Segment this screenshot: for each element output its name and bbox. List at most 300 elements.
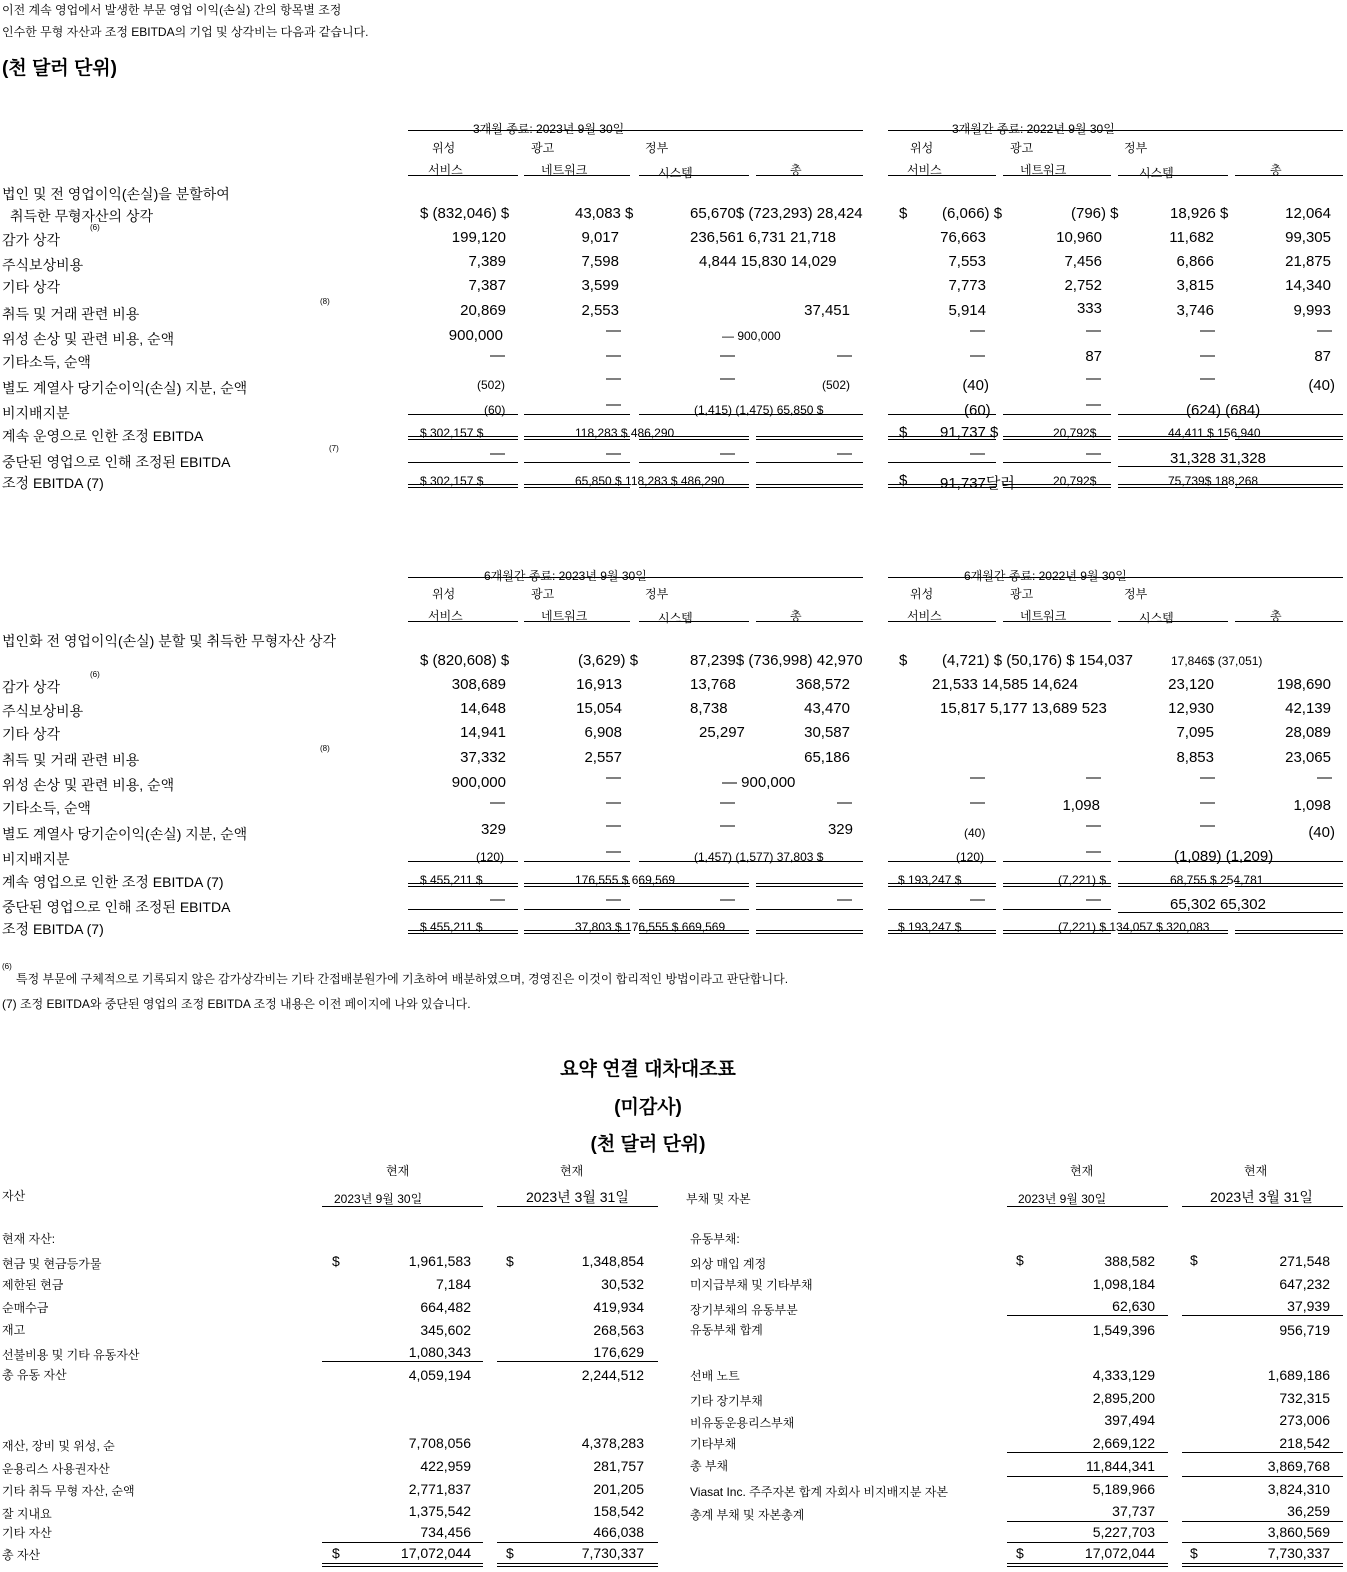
row-rule (639, 462, 749, 463)
row-label: 계속 영업으로 인한 조정 EBITDA (7) (2, 874, 224, 890)
bs-value: 4,378,283 (581, 1435, 644, 1451)
cell: 75,739$ 188,268 (1168, 474, 1259, 488)
total-rule (1003, 930, 1111, 934)
cell: 12,930 (1168, 700, 1214, 717)
bs-label: 총 부채 (690, 1459, 729, 1473)
row-label: 중단된 영업으로 인해 조정된 EBITDA (2, 454, 231, 470)
cell: (4,721) $ (50,176) $ 154,037 (942, 652, 1133, 669)
cell: 7,456 (1064, 253, 1102, 270)
row-rule (408, 462, 518, 463)
row-rule (1007, 1521, 1168, 1522)
bs-value: 2,244,512 (581, 1367, 644, 1383)
cell: 20,792$ (1053, 426, 1097, 440)
total-rule (408, 883, 518, 887)
cell: — (1317, 769, 1332, 786)
cell: (796) $ (1071, 205, 1119, 222)
col-gov-2: 시스템 (1139, 166, 1174, 180)
col-current: 현재 (386, 1164, 410, 1178)
dollar-sign: $ (332, 1253, 340, 1269)
total-rule (1118, 883, 1228, 887)
cell: — (970, 794, 985, 811)
bs-value: 1,375,542 (408, 1503, 471, 1519)
cell: 1,098 (1062, 797, 1100, 814)
header-rule (524, 175, 630, 176)
cell: 37,332 (460, 749, 506, 766)
total-rule (1003, 436, 1111, 440)
cell: $ (820,608) $ (420, 652, 510, 669)
cell: 2,752 (1064, 277, 1102, 294)
cell: (120) (956, 850, 985, 864)
cell: (7,221) $ (1058, 873, 1107, 887)
row-label: 취득한 무형자산의 상각 (10, 208, 154, 224)
col-total: 총 (1270, 609, 1282, 623)
cell: 333 (1076, 300, 1102, 317)
bs-value: 647,232 (1279, 1276, 1330, 1292)
row-rule (1118, 912, 1343, 913)
row-rule (524, 909, 630, 910)
cell: $ 455,211 $ (420, 873, 483, 887)
footnote-mark: (6) (90, 670, 100, 679)
total-rule (1182, 1563, 1343, 1567)
row-rule (1182, 1452, 1343, 1453)
col-date-2: 2023년 3월 31일 (1210, 1189, 1313, 1205)
header-rule (1007, 1206, 1168, 1207)
cell: (1,415) (1,475) 65,850 $ (694, 403, 824, 417)
col-date-1: 2023년 9월 30일 (334, 1192, 423, 1206)
cell: 21,875 (1285, 253, 1331, 270)
total-rule (1235, 436, 1343, 440)
cell: (40) (964, 826, 986, 840)
cell: 7,095 (1176, 724, 1214, 741)
cell: (60) (484, 403, 506, 417)
cell: — (606, 322, 621, 339)
dollar-sign: $ (1016, 1545, 1024, 1561)
cell: $ (899, 472, 908, 489)
row-rule (1118, 861, 1343, 862)
intro-line-2: 인수한 무형 자산과 조정 EBITDA의 기업 및 상각비는 다음과 같습니다. (2, 25, 369, 39)
cell: — (490, 347, 505, 364)
header-rule (497, 1206, 658, 1207)
cell: — (606, 396, 621, 413)
cell: — (970, 347, 985, 364)
cell: (7,221) $ 134,057 $ 320,083 (1058, 920, 1210, 934)
bs-value: 1,098,184 (1092, 1276, 1155, 1292)
bs-value: 17,072,044 (1084, 1545, 1155, 1561)
row-rule (1182, 1315, 1343, 1316)
row-label: 조정 EBITDA (7) (2, 475, 104, 491)
row-rule (408, 909, 518, 910)
cell: — (970, 891, 985, 908)
cell: — (490, 891, 505, 908)
cell: — (720, 891, 735, 908)
footnote-6: 특정 부문에 구체적으로 기록되지 않은 감가상각비는 기타 간접배분원가에 기초하여 배분하였으며, 경영진은 이것이 합리적인 방법이라고 판단합니다. (16, 972, 789, 986)
col-total: 총 (790, 609, 802, 623)
row-label: 비지배지분 (2, 851, 70, 867)
row-rule (524, 414, 630, 415)
cell: 87 (1085, 348, 1102, 365)
bs-label: 비유동운용리스부채 (690, 1416, 795, 1430)
row-label: 위성 손상 및 관련 비용, 순액 (2, 777, 175, 793)
bs-value: 268,563 (593, 1322, 644, 1338)
bs-label: 총 자산 (2, 1548, 41, 1562)
row-label: 감가 상각 (2, 679, 60, 695)
cell: — (1086, 891, 1101, 908)
col-ad-1: 광고 (1010, 141, 1034, 155)
header-rule (1003, 175, 1111, 176)
total-rule (1118, 436, 1228, 440)
bs-label: 미지급부채 및 기타부채 (690, 1278, 813, 1292)
bs-value: 5,227,703 (1092, 1524, 1155, 1540)
cell: — (720, 445, 735, 462)
cell: 99,305 (1285, 229, 1331, 246)
cell: 30,587 (804, 724, 850, 741)
cell: 76,663 (940, 229, 986, 246)
cell: 21,533 14,585 14,624 (932, 676, 1078, 693)
total-rule (888, 484, 996, 488)
col-gov-2: 시스템 (1139, 611, 1174, 625)
bs-label: 재고 (2, 1323, 26, 1337)
bs-label: 총 유동 자산 (2, 1368, 67, 1382)
cell: 14,648 (460, 700, 506, 717)
cell: 65,850 $ 118,283 $ 486,290 (575, 474, 725, 488)
dollar-sign: $ (506, 1253, 514, 1269)
col-sat-1: 위성 (910, 587, 934, 601)
cell: 236,561 6,731 21,718 (690, 229, 836, 246)
cell: 43,470 (804, 700, 850, 717)
period-header-2023: 6개월간 종료: 2023년 9월 30일 (484, 569, 647, 583)
row-rule (888, 861, 996, 862)
bs-label: 운용리스 사용권자산 (2, 1462, 110, 1476)
cell: (40) (1308, 377, 1335, 394)
bs-label: Viasat Inc. 주주자본 합계 자회사 비지배지분 자본 (690, 1485, 948, 1499)
cell: — (606, 817, 621, 834)
bs-value: 7,184 (435, 1276, 471, 1292)
col-ad-1: 광고 (531, 141, 555, 155)
cell: — (720, 347, 735, 364)
row-rule (1007, 1452, 1168, 1453)
col-sat-2: 서비스 (907, 163, 942, 177)
cell: 87 (1314, 348, 1331, 365)
row-label: 취득 및 거래 관련 비용 (2, 306, 140, 322)
total-rule (756, 436, 863, 440)
col-ad-1: 광고 (1010, 587, 1034, 601)
cell: 91,737 $ (940, 424, 999, 441)
cell: 3,746 (1176, 302, 1214, 319)
bs-value: 17,072,044 (400, 1545, 471, 1561)
bs-label: 기타 자산 (2, 1526, 52, 1540)
cell: 7,387 (468, 277, 506, 294)
total-rule (1007, 1563, 1168, 1567)
period-header-2023: 3개월 종료: 2023년 9월 30일 (473, 122, 625, 136)
bs-subtitle: (미감사) (614, 1097, 682, 1118)
col-gov-2: 시스템 (658, 611, 693, 625)
bs-value: 2,669,122 (1092, 1435, 1155, 1451)
total-rule (1003, 484, 1111, 488)
header-rule (1235, 621, 1343, 622)
bs-label: 기타 취득 무형 자산, 순액 (2, 1484, 135, 1498)
row-rule (1118, 466, 1343, 467)
current-assets-heading: 현재 자산: (2, 1232, 56, 1246)
row-rule (1007, 1542, 1168, 1543)
header-rule (639, 175, 749, 176)
header-rule (322, 1206, 483, 1207)
cell: 368,572 (795, 676, 850, 693)
cell: 14,340 (1285, 277, 1331, 294)
cell: 900,000 (451, 774, 506, 791)
cell: — (1086, 370, 1101, 387)
bs-unit: (천 달러 단위) (590, 1134, 706, 1155)
total-rule (408, 930, 518, 934)
cell: 329 (827, 821, 853, 838)
cell: 2,553 (581, 302, 619, 319)
row-rule (1182, 1542, 1343, 1543)
current-liab-heading: 유동부채: (690, 1232, 740, 1246)
total-rule (408, 484, 518, 488)
cell: — (490, 445, 505, 462)
col-current: 현재 (1244, 1164, 1268, 1178)
bs-label: 기타부채 (690, 1437, 737, 1451)
row-rule (1118, 414, 1343, 415)
total-rule (639, 883, 749, 887)
row-label: 법인 및 전 영업이익(손실)을 분할하여 (2, 186, 230, 202)
cell: 14,941 (460, 724, 506, 741)
bs-value: 271,548 (1279, 1253, 1330, 1269)
total-rule (1118, 930, 1228, 934)
cell: 5,914 (948, 302, 986, 319)
row-rule (888, 462, 996, 463)
bs-title: 요약 연결 대차대조표 (560, 1059, 736, 1080)
bs-value: 1,348,854 (581, 1253, 644, 1269)
cell: — (970, 322, 985, 339)
cell: 3,815 (1176, 277, 1214, 294)
cell: — (1086, 322, 1101, 339)
liab-heading: 부채 및 자본 (686, 1192, 751, 1206)
row-label: 기타소득, 순액 (2, 354, 91, 370)
total-rule (524, 436, 630, 440)
bs-label: 제한된 현금 (2, 1278, 64, 1292)
bs-value: 734,456 (420, 1524, 471, 1540)
cell: — (1086, 396, 1101, 413)
cell: — (1086, 769, 1101, 786)
bs-value: 1,549,396 (1092, 1322, 1155, 1338)
row-rule (639, 861, 863, 862)
row-rule (1003, 861, 1111, 862)
cell: 43,083 $ (575, 205, 634, 222)
cell: — (606, 347, 621, 364)
cell: 15,817 5,177 13,689 523 (940, 700, 1107, 717)
total-rule (639, 930, 749, 934)
header-rule (756, 175, 863, 176)
total-rule (888, 883, 996, 887)
cell: $ (899, 652, 908, 669)
row-rule (756, 462, 863, 463)
bs-value: 273,006 (1279, 1412, 1330, 1428)
row-label: 계속 운영으로 인한 조정 EBITDA (2, 428, 204, 444)
cell: 9,993 (1293, 302, 1331, 319)
footnote-mark: (8) (320, 297, 330, 306)
row-rule (888, 414, 996, 415)
cell: — (970, 445, 985, 462)
bs-label: 총계 부채 및 자본총계 (690, 1508, 805, 1522)
cell: — (970, 769, 985, 786)
assets-heading: 자산 (2, 1189, 26, 1203)
cell: (502) (822, 378, 851, 392)
bs-value: 419,934 (593, 1299, 644, 1315)
bs-value: 956,719 (1279, 1322, 1330, 1338)
cell: — (490, 794, 505, 811)
cell: (60) (964, 402, 991, 419)
row-rule (1003, 462, 1111, 463)
cell: (40) (962, 377, 989, 394)
total-rule (639, 436, 749, 440)
bs-value: 1,961,583 (408, 1253, 471, 1269)
col-gov-2: 시스템 (658, 166, 693, 180)
row-label: 기타 상각 (2, 726, 60, 742)
row-label: 주식보상비용 (2, 703, 84, 719)
row-rule (756, 909, 863, 910)
cell: — (1200, 347, 1215, 364)
cell: 87,239$ (736,998) 42,970 (690, 652, 863, 669)
dollar-sign: $ (1190, 1545, 1198, 1561)
cell: — (606, 445, 621, 462)
col-date-1: 2023년 9월 30일 (1018, 1192, 1107, 1206)
cell: — (837, 347, 852, 364)
row-label: 별도 계열사 당기순이익(손실) 지분, 순액 (2, 826, 248, 842)
cell: 329 (480, 821, 506, 838)
bs-value: 4,059,194 (408, 1367, 471, 1383)
total-rule (1235, 883, 1343, 887)
footnote-6-mark: (6) (2, 962, 12, 971)
bs-value: 7,730,337 (1267, 1545, 1330, 1561)
row-label: 위성 손상 및 관련 비용, 순액 (2, 331, 175, 347)
row-label: 취득 및 거래 관련 비용 (2, 752, 140, 768)
col-current: 현재 (560, 1164, 584, 1178)
bs-value: 36,259 (1287, 1503, 1330, 1519)
total-rule (756, 883, 863, 887)
cell: (3,629) $ (578, 652, 639, 669)
bs-value: 2,771,837 (408, 1481, 471, 1497)
cell: 68,755 $ 254,781 (1170, 873, 1264, 887)
bs-value: 1,689,186 (1267, 1367, 1330, 1383)
total-rule (756, 484, 863, 488)
cell: 31,328 31,328 (1170, 450, 1266, 467)
total-rule (322, 1563, 483, 1567)
bs-value: 158,542 (593, 1503, 644, 1519)
bs-label: 장기부채의 유동부분 (690, 1303, 798, 1317)
row-rule (1003, 414, 1111, 415)
cell: 44,411 $ 156,940 (1168, 426, 1261, 440)
cell: 900,000 (448, 327, 503, 344)
cell: — (1200, 322, 1215, 339)
row-rule (888, 909, 996, 910)
col-sat-1: 위성 (432, 141, 456, 155)
header-rule (1003, 621, 1111, 622)
row-label: 조정 EBITDA (7) (2, 921, 104, 937)
cell: $ 302,157 $ (420, 426, 484, 440)
cell: (6,066) $ (942, 205, 1003, 222)
cell: 198,690 (1276, 676, 1331, 693)
cell: — (720, 817, 735, 834)
total-rule (1118, 484, 1228, 488)
cell: 9,017 (581, 229, 619, 246)
cell: (120) (476, 850, 505, 864)
row-label: 법인화 전 영업이익(손실) 분할 및 취득한 무형자산 상각 (2, 633, 337, 649)
cell: 18,926 $ (1170, 205, 1229, 222)
bs-value: 176,629 (593, 1344, 644, 1360)
col-sat-1: 위성 (910, 141, 934, 155)
header-rule (1118, 621, 1228, 622)
cell: 176,555 $ 669,569 (575, 873, 676, 887)
bs-value: 62,630 (1112, 1298, 1155, 1314)
row-label: 기타 상각 (2, 279, 60, 295)
period-header-2022: 3개월간 종료: 2022년 9월 30일 (952, 122, 1115, 136)
row-rule (497, 1542, 658, 1543)
cell: 65,186 (804, 749, 850, 766)
cell: (1,089) (1,209) (1174, 848, 1274, 865)
total-rule (639, 484, 749, 488)
bs-value: 345,602 (420, 1322, 471, 1338)
cell: — (1200, 769, 1215, 786)
bs-label: 선불비용 및 기타 유동자산 (2, 1348, 140, 1362)
col-gov-1: 정부 (1124, 587, 1148, 601)
col-ad-2: 네트워크 (1020, 163, 1067, 177)
col-total: 총 (790, 163, 802, 177)
cell: 16,913 (576, 676, 622, 693)
bs-value: 732,315 (1279, 1390, 1330, 1406)
bs-value: 5,189,966 (1092, 1481, 1155, 1497)
cell: — (837, 891, 852, 908)
bs-value: 281,757 (593, 1458, 644, 1474)
col-total: 총 (1270, 163, 1282, 177)
dollar-sign: $ (506, 1545, 514, 1561)
bs-value: 422,959 (420, 1458, 471, 1474)
total-rule (524, 883, 630, 887)
header-rule (1235, 175, 1343, 176)
row-rule (408, 414, 518, 415)
row-label: 기타소득, 순액 (2, 800, 91, 816)
cell: — (1086, 817, 1101, 834)
cell: 28,089 (1285, 724, 1331, 741)
cell: 6,908 (584, 724, 622, 741)
bs-label: 잘 지내요 (2, 1507, 52, 1521)
bs-value: 1,080,343 (408, 1344, 471, 1360)
total-rule (524, 930, 630, 934)
bs-value: 201,205 (593, 1481, 644, 1497)
header-rule (408, 175, 518, 176)
row-label: 주식보상비용 (2, 257, 84, 273)
cell: 23,120 (1168, 676, 1214, 693)
row-rule (1007, 1315, 1168, 1316)
row-rule (497, 1361, 658, 1362)
cell: (502) (477, 378, 506, 392)
cell: 199,120 (451, 229, 506, 246)
cell: — (1200, 794, 1215, 811)
row-rule (322, 1542, 483, 1543)
cell: $ 302,157 $ (420, 474, 484, 488)
cell: — (606, 891, 621, 908)
bs-value: 3,869,768 (1267, 1458, 1330, 1474)
cell: $ 193,247 $ (898, 873, 962, 887)
header-rule (756, 621, 863, 622)
total-rule (524, 484, 630, 488)
cell: — 900,000 (722, 329, 781, 343)
row-rule (639, 909, 749, 910)
cell: — (606, 794, 621, 811)
bs-value: 3,824,310 (1267, 1481, 1330, 1497)
col-sat-2: 서비스 (907, 609, 942, 623)
header-rule (524, 621, 630, 622)
cell: 17,846$ (37,051) (1171, 654, 1263, 668)
